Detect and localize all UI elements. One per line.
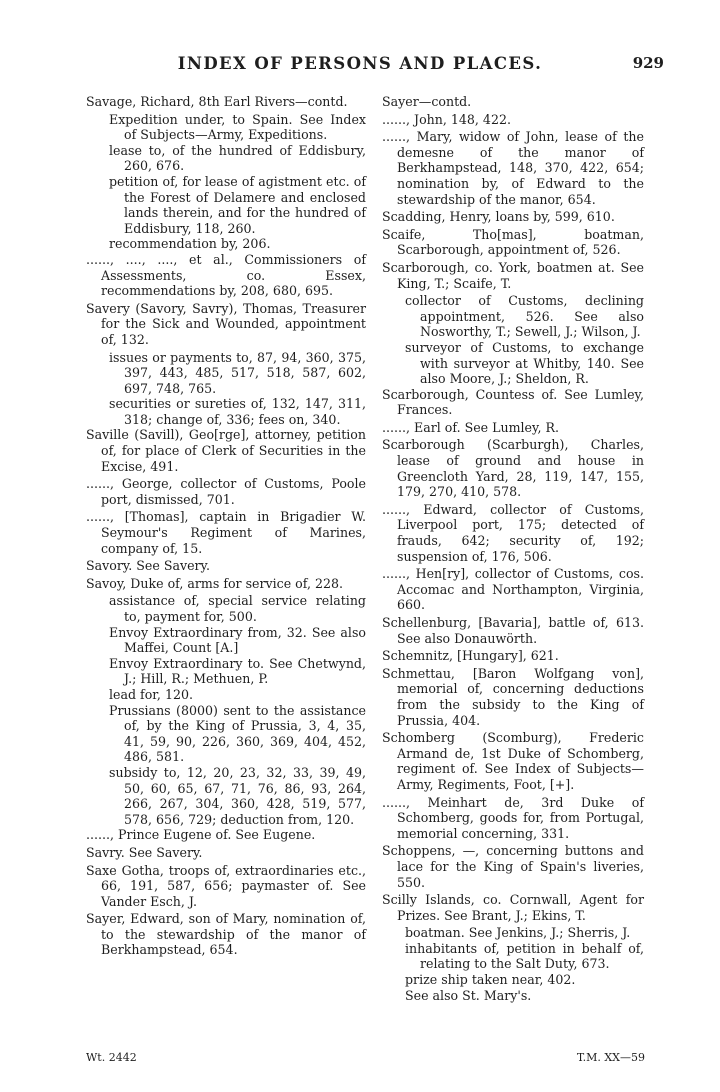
- index-entry: Scaife, Tho[mas], boatman, Scarborough, appointment of, 526.: [382, 226, 644, 258]
- index-subentry: collector of Customs, declining appointment, 526. See also Nosworthy, T.; Sewell, J.; Wilson, J.: [405, 293, 644, 340]
- index-subentry: issues or payments to, 87, 94, 360, 375, 397, 443, 485, 517, 518, 587, 602, 697, 748, 765.: [109, 349, 366, 396]
- index-entry: ......, Edward, collector of Customs, Liverpool port, 175; detected of frauds, 642; security of, 192; suspension of, 176, 506.: [382, 501, 644, 564]
- index-entry: Scarborough (Scarburgh), Charles, lease of ground and house in Greencloth Yard, 28, 119, 147, 155, 179, 270, 410, 578.: [382, 437, 644, 500]
- index-entry: Schellenburg, [Bavaria], battle of, 613. See also Donauwörth.: [382, 615, 644, 646]
- page-header: [0, 54, 720, 80]
- index-subentry: Envoy Extraordinary to. See Chetwynd, J.; Hill, R.; Methuen, P.: [109, 655, 366, 687]
- index-subentry: Prussians (8000) sent to the assistance of, by the King of Prussia, 3, 4, 35, 41, 59, 90, 226, 360, 369, 404, 452, 486, 581.: [109, 702, 366, 765]
- index-subentry: lease to, of the hundred of Eddisbury, 260, 676.: [109, 142, 366, 174]
- index-subentry: surveyor of Customs, to exchange with surveyor at Whitby, 140. See also Moore, J.; Sheldon, R.: [405, 339, 644, 387]
- index-entry: Scarborough, Countess of. See Lumley, Frances.: [382, 386, 644, 418]
- index-entry: ......, John, 148, 422.: [382, 111, 511, 127]
- right-column: [382, 94, 644, 1003]
- index-entry: Schmettau, [Baron Wolfgang von], memorial of, concerning deductions from the subsidy to the King of Prussia, 404.: [382, 665, 644, 728]
- index-entry: Scarborough, co. York, boatmen at. See King, T.; Scaife, T.: [382, 259, 644, 291]
- index-entry: ......, George, collector of Customs, Poole port, dismissed, 701.: [86, 476, 366, 507]
- index-subentry: recommendation by, 206.: [109, 236, 271, 252]
- index-entry: Schemnitz, [Hungary], 621.: [382, 648, 559, 664]
- index-entry: ......, Hen[ry], collector of Customs, cos. Accomac and Northampton, Virginia, 660.: [382, 566, 644, 613]
- index-entry: ......, ...., ...., et al., Commissioners of Assessments, co. Essex, recommendations by, 208, 680, 695.: [86, 251, 366, 299]
- index-subentry: petition of, for lease of agistment etc. of the Forest of Delamere and enclosed lands therein, and for the hundred of Eddisbury, 118, 260.: [109, 173, 366, 236]
- index-subentry: prize ship taken near, 402.: [405, 972, 576, 988]
- index-subentry: Envoy Extraordinary from, 32. See also Maffei, Count [A.]: [109, 624, 366, 656]
- running-title: INDEX OF PERSONS AND PLACES.: [177, 54, 543, 73]
- left-column: [86, 94, 366, 960]
- index-subentry: assistance of, special service relating to, payment for, 500.: [109, 593, 366, 624]
- index-subentry: boatman. See Jenkins, J.; Sherris, J.: [405, 925, 631, 941]
- index-entry: ......, Mary, widow of John, lease of the demesne of the manor of Berkhampstead, 148, 370, 422, 654; nomination by, of Edward to the stewardship of the manor, 654.: [382, 129, 644, 207]
- index-subentry: subsidy to, 12, 20, 23, 32, 33, 39, 49, 50, 60, 65, 67, 71, 76, 86, 93, 264, 266, 267, 304, 360, 428, 519, 577, 578, 656, 729; deduction from, 120.: [109, 764, 366, 827]
- index-entry: ......, Meinhart de, 3rd Duke of Schomberg, goods for, from Portugal, memorial concerning, 331.: [382, 794, 644, 841]
- index-entry: ......, Prince Eugene of. See Eugene.: [86, 827, 316, 843]
- index-entry: ......, Earl of. See Lumley, R.: [382, 419, 559, 435]
- index-entry: Saxe Gotha, troops of, extraordinaries etc., 66, 191, 587, 656; paymaster of. See Vander Esch, J.: [86, 862, 366, 909]
- index-subentry: inhabitants of, petition in behalf of, relating to the Salt Duty, 673.: [405, 940, 644, 972]
- index-subentry: lead for, 120.: [109, 686, 193, 702]
- index-entry: Schoppens, —, concerning buttons and lace for the King of Spain's liveries, 550.: [382, 843, 644, 890]
- index-entry: ......, [Thomas], captain in Brigadier W. Seymour's Regiment of Marines, company of, 15.: [86, 509, 366, 556]
- index-entry: Savory. See Savery.: [86, 558, 211, 574]
- footer-print-code: Wt. 2442: [86, 1051, 137, 1064]
- page-number: 929: [632, 54, 664, 72]
- index-entry: Sayer—contd.: [382, 94, 472, 109]
- index-entry: Scilly Islands, co. Cornwall, Agent for Prizes. See Brant, J.; Ekins, T.: [382, 892, 644, 923]
- index-subentry: securities or sureties of, 132, 147, 311, 318; change of, 336; fees on, 340.: [109, 396, 366, 427]
- index-subentry: Expedition under, to Spain. See Index of Subjects—Army, Expeditions.: [109, 111, 366, 143]
- index-entry: Savoy, Duke of, arms for service of, 228.: [86, 575, 344, 591]
- index-entry: Savery (Savory, Savry), Thomas, Treasurer for the Sick and Wounded, appointment of, 132.: [86, 300, 366, 347]
- index-entry: Savry. See Savery.: [86, 844, 203, 860]
- index-entry: Sayer, Edward, son of Mary, nomination of, to the stewardship of the manor of Berkhampstead, 654.: [86, 911, 366, 958]
- index-entry: Scadding, Henry, loans by, 599, 610.: [382, 209, 615, 225]
- index-entry: Savage, Richard, 8th Earl Rivers—contd.: [86, 94, 348, 109]
- index-entry: Schomberg (Scomburg), Frederic Armand de, 1st Duke of Schomberg, regiment of. See Index of Subjects—Army, Regiments, Foot, [+].: [382, 730, 644, 792]
- index-subentry: See also St. Mary's.: [405, 987, 532, 1003]
- footer-signature: T.M. XX—59: [576, 1051, 645, 1064]
- index-entry: Saville (Savill), Geo[rge], attorney, petition of, for place of Clerk of Securities in the Excise, 491.: [86, 427, 366, 474]
